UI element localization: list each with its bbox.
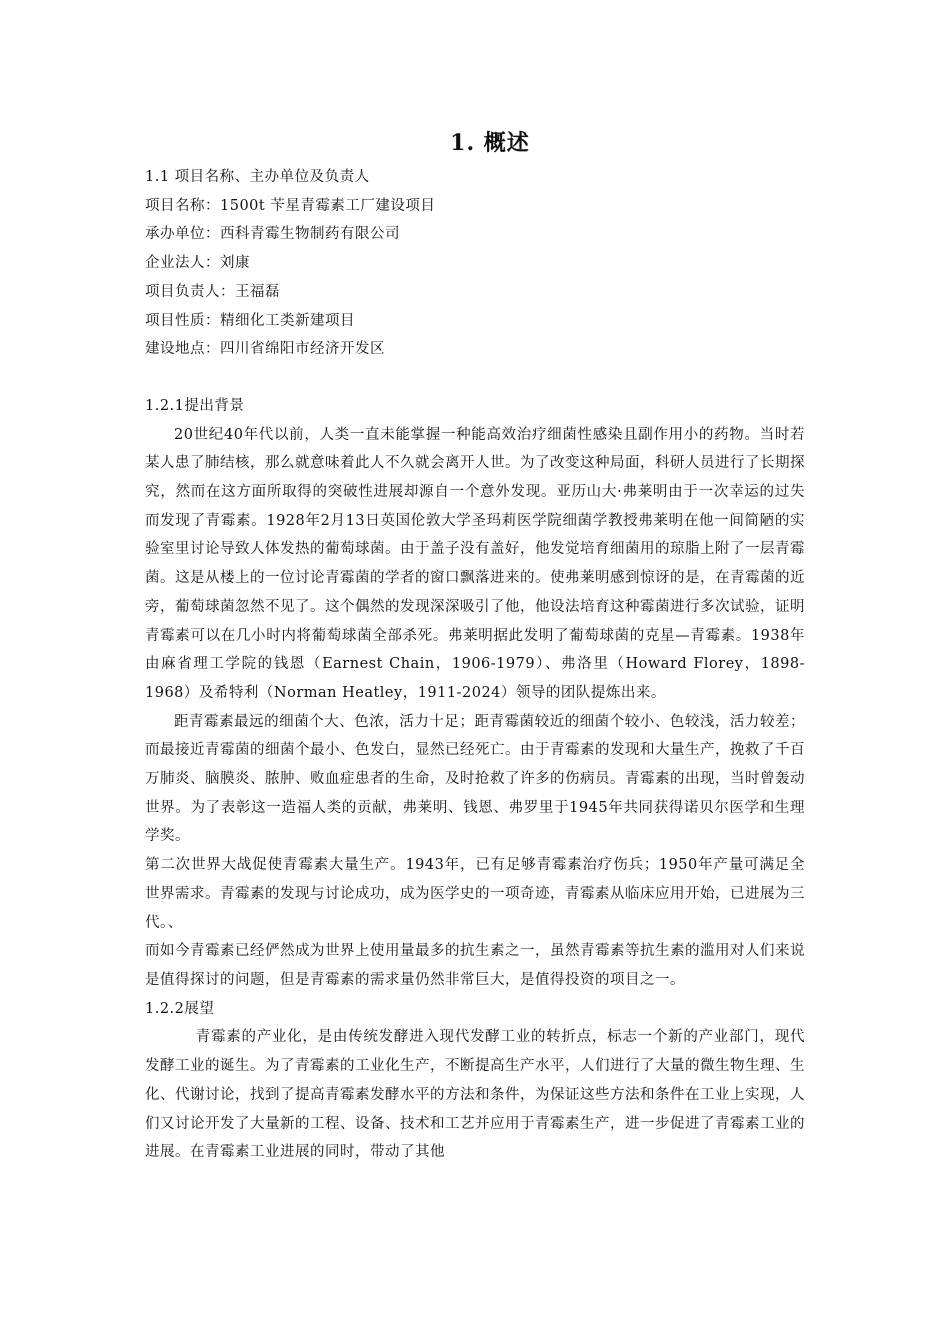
section-heading-1-2-1: 1.2.1提出背景 xyxy=(145,397,245,414)
document-page xyxy=(145,125,805,1167)
background-paragraph-1: 20世纪40年代以前，人类一直未能掌握一种能高效治疗细菌性感染且副作用小的药物。当时若某人患了肺结核，那么就意味着此人不久就会离开人世。为了改变这种局面，科研人员进行了长期探究，然而在这方面所取得的突破性进展却源自一个意外发现。亚历山大·弗莱明由于一次幸运的过失而发现了青霉素。1928年2月13日英国伦敦大学圣玛莉医学院细菌学教授弗莱明在他一间简陋的实验室里讨论导致人体发热的葡萄球菌。由于盖子没有盖好，他发觉培育细菌用的琼脂上附了一层青霉菌。这是从楼上的一位讨论青霉菌的学者的窗口飘落进来的。使弗莱明感到惊讶的是，在青霉菌的近旁，葡萄球菌忽然不见了。这个偶然的发现深深吸引了他，他设法培育这种霉菌进行多次试验，证明青霉素可以在几小时内将葡萄球菌全部杀死。弗莱明据此发明了葡萄球菌的克星—青霉素。1938年由麻省理工学院的钱恩（Earnest Chain，1906-1979）、弗洛里（Howard Florey，1898-1968）及希特利（Norman Heatley，1911-2024）领导的团队提炼出来。 xyxy=(145,426,805,701)
info-organizer: 承办单位：西科青霉生物制药有限公司 xyxy=(145,226,400,243)
background-paragraph-4: 而如今青霉素已经俨然成为世界上使用量最多的抗生素之一，虽然青霉素等抗生素的滥用对人们来说是值得探讨的问题，但是青霉素的需求量仍然非常巨大，是值得投资的项目之一。 xyxy=(145,943,805,988)
spacer xyxy=(145,364,805,392)
outlook-paragraph: 青霉素的产业化，是由传统发酵进入现代发酵工业的转折点，标志一个新的产业部门，现代发酵工业的诞生。为了青霉素的工业化生产，不断提高生产水平，人们进行了大量的微生物生理、生化、代谢讨论，找到了提高青霉素发酵水平的方法和条件，为保证这些方法和条件在工业上实现，人们又讨论开发了大量新的工程、设备、技术和工艺并应用于青霉素生产，进一步促进了青霉素工业的进展。在青霉素工业进展的同时，带动了其他 xyxy=(145,1029,805,1161)
page-title: 1. 概述 xyxy=(450,130,530,156)
info-project-nature: 项目性质：精细化工类新建项目 xyxy=(145,312,355,329)
section-heading-1-2-2: 1.2.2展望 xyxy=(145,1000,215,1017)
background-paragraph-3: 第二次世界大战促使青霉素大量生产。1943年，已有足够青霉素治疗伤兵；1950年产量可满足全世界需求。青霉素的发现与讨论成功，成为医学史的一项奇迹，青霉素从临床应用开始，已进展为三代。、 xyxy=(145,857,805,931)
info-location: 建设地点：四川省绵阳市经济开发区 xyxy=(145,341,385,358)
info-project-name: 项目名称：1500t 苄星青霉素工厂建设项目 xyxy=(145,197,436,214)
section-heading-1-1: 1.1 项目名称、主办单位及负责人 xyxy=(145,169,370,185)
background-paragraph-2: 距青霉素最远的细菌个大、色浓，活力十足；距青霉菌较近的细菌个较小、色较浅，活力较差；而最接近青霉菌的细菌个最小、色发白，显然已经死亡。由于青霉素的发现和大量生产，挽救了千百万肺炎、脑膜炎、脓肿、败血症患者的生命，及时抢救了许多的伤病员。青霉素的出现，当时曾轰动世界。为了表彰这一造福人类的贡献，弗莱明、钱恩、弗罗里于1945年共同获得诺贝尔医学和生理学奖。 xyxy=(145,713,805,845)
info-project-leader: 项目负责人：王福磊 xyxy=(145,283,280,300)
info-legal-person: 企业法人：刘康 xyxy=(145,255,250,272)
